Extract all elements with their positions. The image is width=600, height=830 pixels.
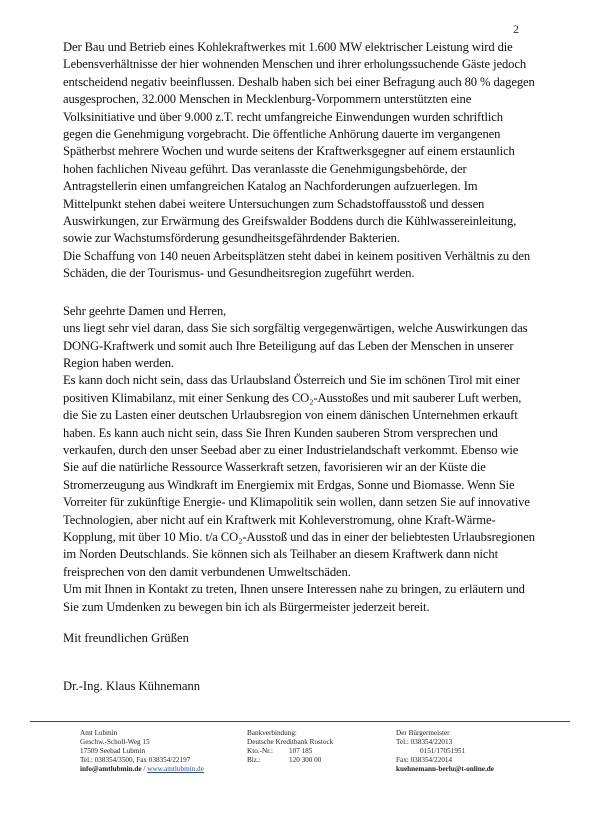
footer-bank xyxy=(247,729,333,765)
bank-name: Deutsche Kreditbank Rostock xyxy=(247,738,334,746)
office-web-link[interactable]: www.amtlubmin.de xyxy=(147,765,204,773)
bank-heading: Bankverbindung: xyxy=(247,729,297,737)
mayor-mobile: 0151/17051951 xyxy=(420,747,466,755)
signature-name: Dr.-Ing. Klaus Kühnemann xyxy=(63,679,201,693)
bank-account-value: 107 185 xyxy=(289,747,313,755)
paragraph-jobs: Die Schaffung von 140 neuen Arbeitsplätzen steht dabei in keinem positiven Verhältnis zu den Schäden, die der Tourismus- und Gesundheitsregion zugeführt werden. xyxy=(63,248,531,281)
office-link-separator: / xyxy=(141,765,148,773)
footer-divider xyxy=(30,721,570,722)
letter-body xyxy=(63,39,535,616)
office-phone: Tel.: 038354/3500, Fax 038354/22197 xyxy=(80,756,191,764)
footer-mayor xyxy=(396,729,494,774)
office-street: Geschw.-Scholl-Weg 15 xyxy=(80,738,150,746)
mayor-heading: Der Bürgermeister xyxy=(396,729,450,737)
closing-phrase: Mit freundlichen Grüßen xyxy=(63,631,189,645)
office-email-link[interactable]: info@amtlubmin.de xyxy=(80,765,142,773)
paragraph-argument: Es kann doch nicht sein, dass das Urlaubsland Österreich und Sie im schönen Tirol mit einer positiven Klimabilanz, mit einer Senkung des CO₂-Ausstoßes und mit sauberer Luft werben, die Sie zu Lasten einer deutschen Urlaubsregion von einem dänischen Unternehmen erkauft haben. Es kann auch nicht sein, dass Sie Ihren Kunden sauberen Strom versprechen und verkaufen, durch den unser Seebad aber zu einer Industrielandschaft verkommt. Ebenso wie Sie auf die natürliche Ressource Wasserkraft setzen, favorisieren wir an der Küste die Stromerzeugung aus Windkraft im Energiemix mit Erdgas, Sonne und Biomasse. Wenn Sie Vorreiter für zukünftige Energie- und Klimapolitik sein wollen, dann setzen Sie auf innovative Technologien, aber nicht auf ein Kraftwerk mit Kohleverstromung, ohne Kraft-Wärme-Kopplung, mit über 10 Mio. t/a CO₂-Ausstoß und das in einer der beliebtesten Urlaubsregionen im Norden Deutschlands. Sie können sich als Teilhaber an diesem Kraftwerk dann nicht freisprechen von den damit verbundenen Umweltschäden. xyxy=(63,373,535,579)
footer-office xyxy=(80,729,204,774)
office-city: 17509 Seebad Lubmin xyxy=(80,747,146,755)
mayor-fax: Fax: 038354/22014 xyxy=(396,756,453,764)
paragraph-coal-plant-impact: Der Bau und Betrieb eines Kohlekraftwerkes mit 1.600 MW elektrischer Leistung wird die Lebensverhältnisse der hier wohnenden Menschen und ihrer erholungssuchende Gäste jedoch entscheidend negativ beeinflussen. Deshalb haben sich bei einer Befragung auch 80 % dagegen ausgesprochen, 32.000 Menschen in Mecklenburg-Vorpommern unterstützten eine Volksinitiative und über 9.000 z.T. recht umfangreiche Einwendungen wurden schriftlich gegen die Genehmigung vorgebracht. Die öffentliche Anhörung dauerte im vergangenen Spätherbst mehrere Wochen und wurde seitens der Kraftwerksgegner auf einem erstaunlich hohen fachlichen Niveau geführt. Das veranlasste die Genehmigungsbehörde, der Antragstellerin einen umfangreichen Katalog an Nachforderungen aufzuerlegen. Im Mittelpunkt stehen dabei weitere Untersuchungen zum Schadstoffausstoß und dessen Auswirkungen, zur Erwärmung des Greifswalder Boddens durch die Kühlwassereinleitung, sowie zur Wachstumsförderung gesundheitsgefährdender Bakterien. xyxy=(63,40,535,246)
mayor-email-link[interactable]: kuehnemann-berlu@t-online.de xyxy=(396,765,494,773)
paragraph-contact-offer: Um mit Ihnen in Kontakt zu treten, Ihnen unsere Interessen nahe zu bringen, zu erläutern und Sie zum Umdenken zu bewegen bin ich als Bürgermeister jederzeit bereit. xyxy=(63,582,525,614)
salutation: Sehr geehrte Damen und Herren, xyxy=(63,303,227,318)
page-number: 2 xyxy=(513,22,519,36)
office-name: Amt Lubmin xyxy=(80,729,118,737)
bank-blz-label: Blz.: xyxy=(247,756,261,764)
bank-blz-value: 120 300 00 xyxy=(289,756,322,764)
paragraph-consideration: uns liegt sehr viel daran, dass Sie sich sorgfältig vergegenwärtigen, welche Auswirkungen das DONG-Kraftwerk und somit auch Ihre Beteiligung auf das Leben der Menschen in unserer Region haben werden. xyxy=(63,321,528,370)
bank-account-label: Kto.-Nr.: xyxy=(247,747,273,755)
mayor-phone: Tel.: 038354/22013 xyxy=(396,738,453,746)
